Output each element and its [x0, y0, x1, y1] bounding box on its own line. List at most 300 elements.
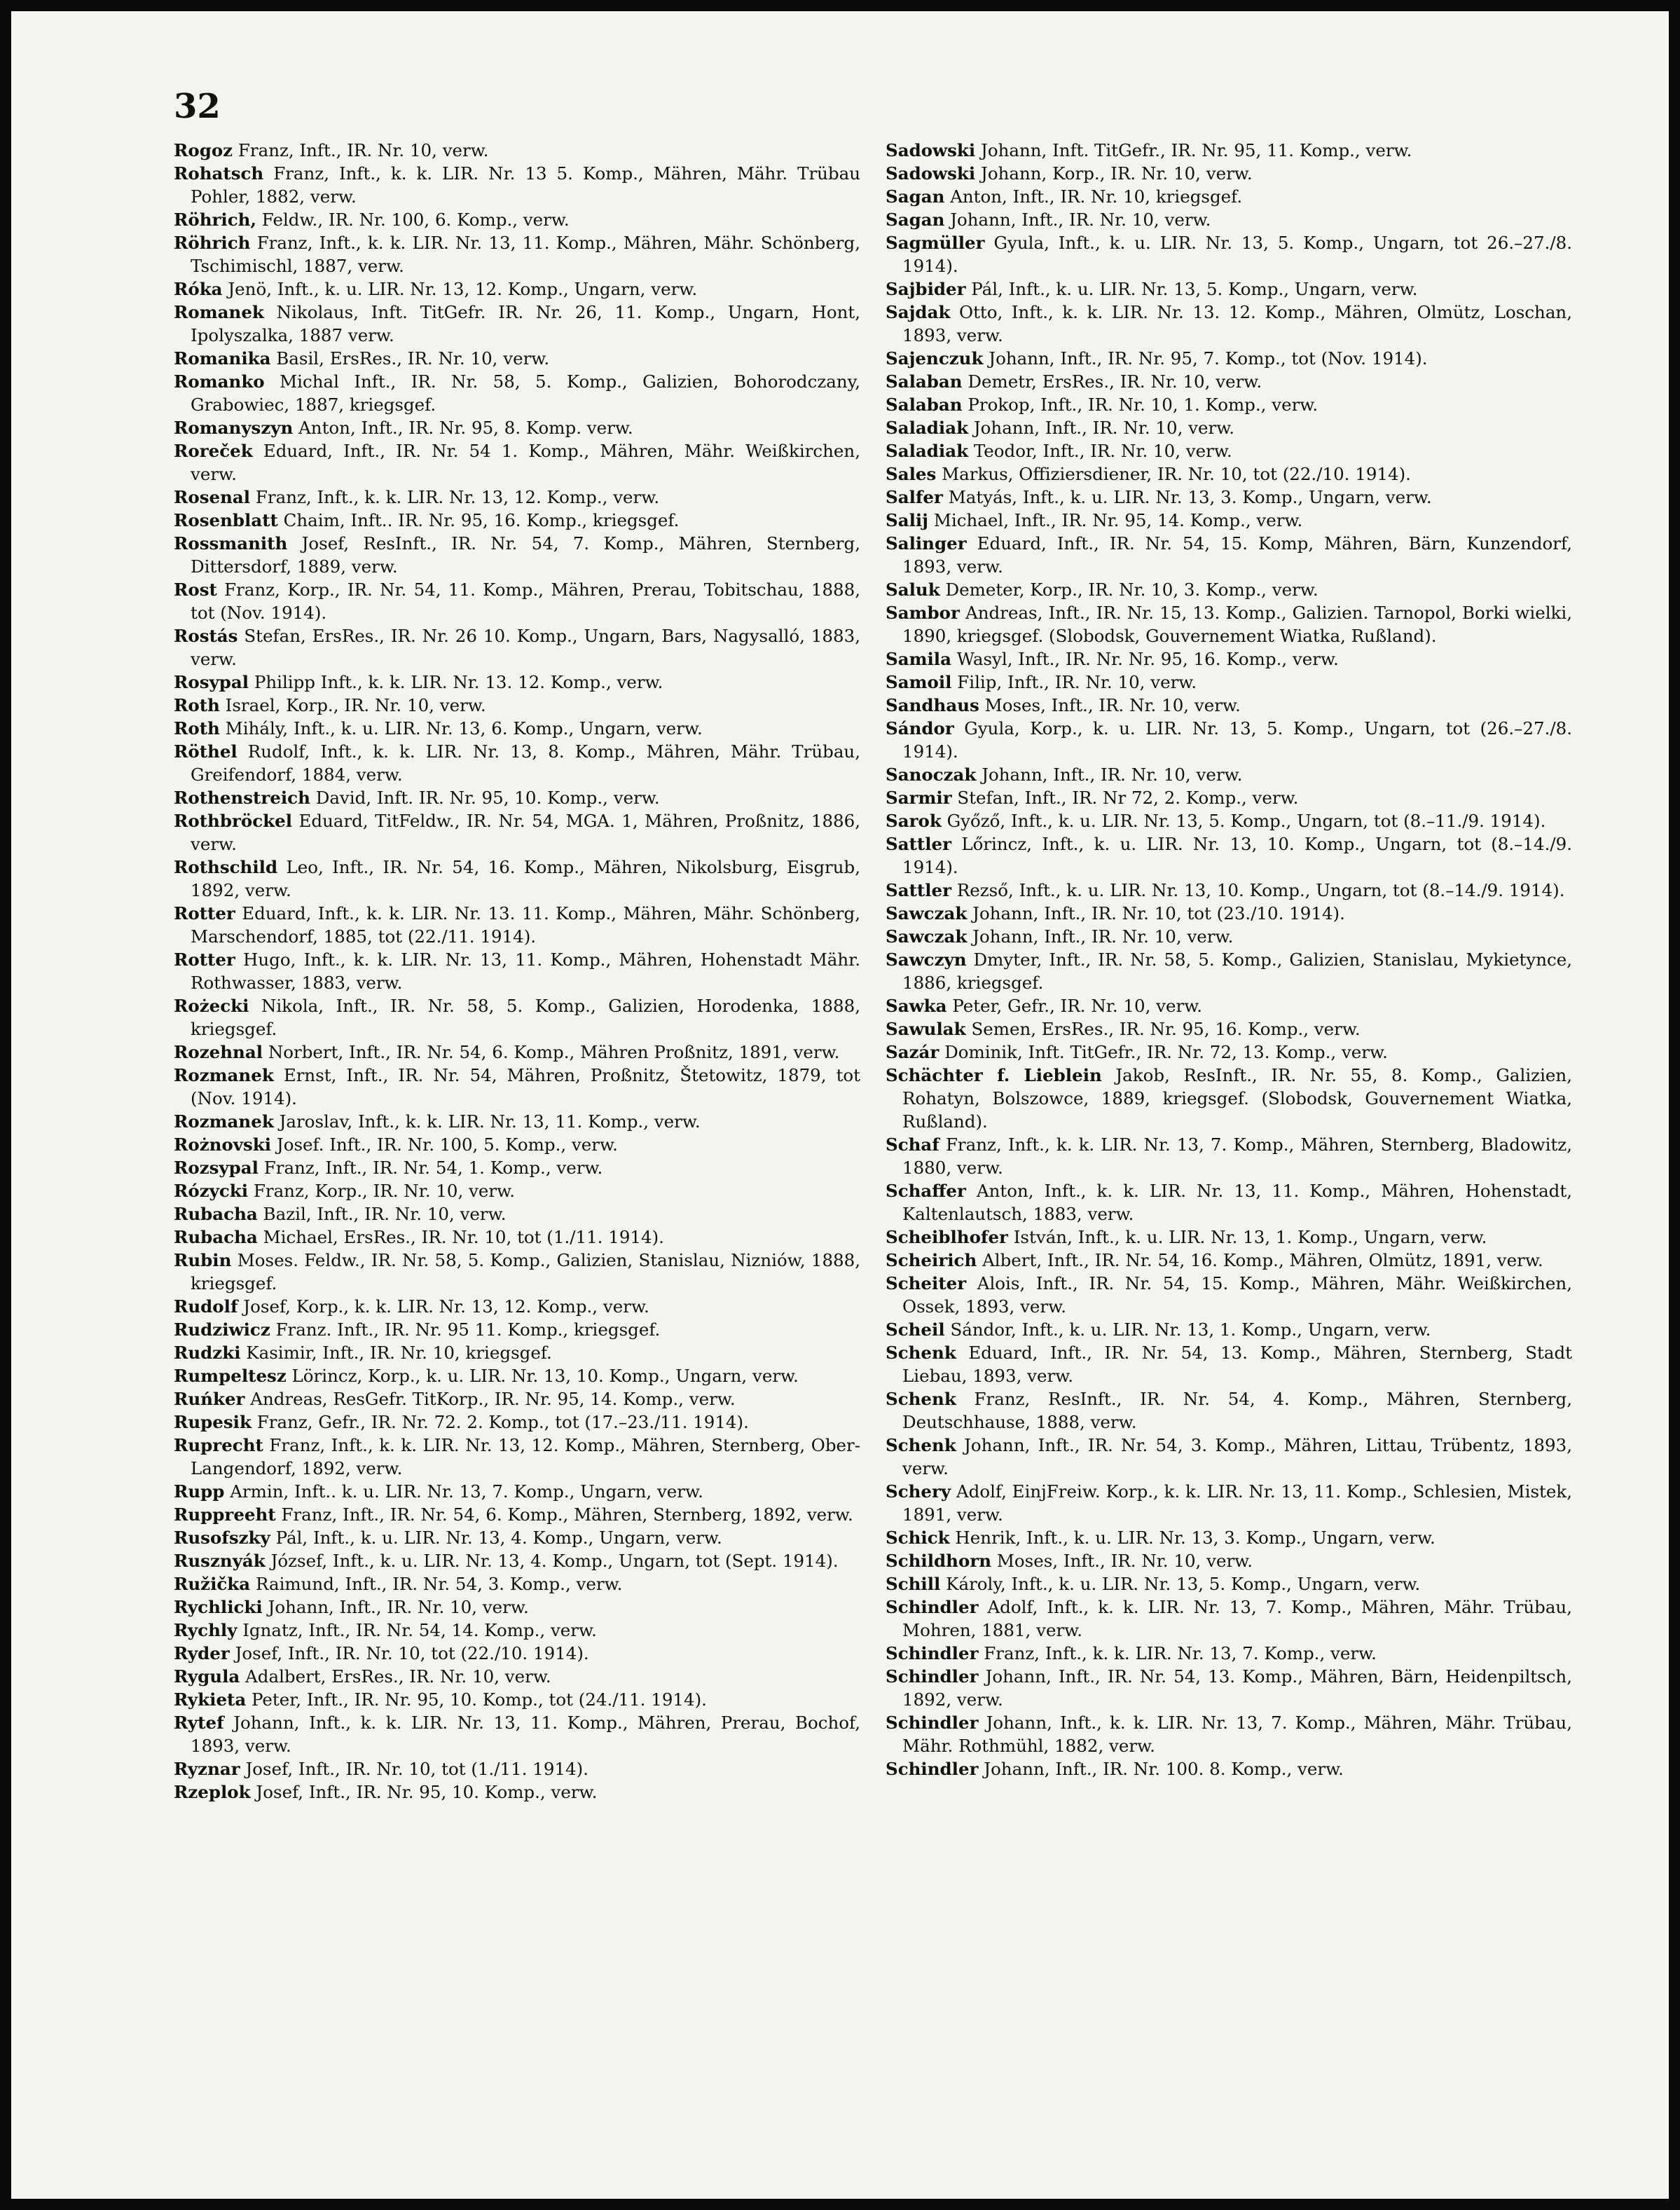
list-entry	[174, 532, 860, 578]
list-entry	[174, 1595, 860, 1619]
list-entry	[886, 1041, 1572, 1064]
list-entry	[174, 1757, 860, 1780]
entry-surname: Rózycki	[174, 1181, 249, 1201]
entry-surname: Samila	[886, 649, 951, 669]
entry-details: Franz, Korp., IR. Nr. 54, 11. Komp., Mähren, Prerau, Tobitschau, 1888, tot (Nov. 1914).	[191, 579, 861, 623]
entry-details: Dmyter, Inft., IR. Nr. 58, 5. Komp., Galizien, Stanislau, Mykietynce, 1886, kriegsgef.	[902, 949, 1572, 993]
entry-details: Josef, Inft., IR. Nr. 95, 10. Komp., verw.	[256, 1782, 598, 1802]
list-entry	[174, 578, 860, 624]
entry-details: Károly, Inft., k. u. LIR. Nr. 13, 5. Komp., Ungarn, verw.	[946, 1574, 1421, 1594]
right-column	[886, 139, 1572, 1780]
entry-details: Adolf, EinjFreiw. Korp., k. k. LIR. Nr. 13, 11. Komp., Schlesien, Mistek, 1891, verw.	[902, 1481, 1572, 1525]
list-entry	[886, 879, 1572, 902]
entry-details: Johann, Korp., IR. Nr. 10, verw.	[981, 163, 1253, 184]
entry-details: Ignatz, Inft., IR. Nr. 54, 14. Komp., verw.	[242, 1620, 597, 1640]
entry-details: Stefan, ErsRes., IR. Nr. 26 10. Komp., Ungarn, Bars, Nagysalló, 1883, verw.	[191, 626, 860, 669]
entry-surname: Rozmanek	[174, 1111, 274, 1132]
entry-surname: Rothschild	[174, 857, 278, 877]
entry-surname: Schildhorn	[886, 1551, 992, 1571]
entry-details: Peter, Gefr., IR. Nr. 10, verw.	[952, 996, 1203, 1016]
entry-details: Franz, Inft., IR. Nr. 10, verw.	[237, 140, 489, 160]
entry-surname: Rossmanith	[174, 533, 288, 554]
entry-surname: Schenk	[886, 1435, 956, 1455]
list-entry	[886, 416, 1572, 439]
entry-details: Bazil, Inft., IR. Nr. 10, verw.	[263, 1204, 507, 1224]
entry-surname: Romanko	[174, 371, 265, 392]
entry-details: Franz, Inft., k. k. LIR. Nr. 13, 7. Komp., verw.	[984, 1643, 1377, 1663]
entry-details: Franz, Inft., k. k. LIR. Nr. 13 5. Komp., Mähren, Mähr. Trübau Pohler, 1882, verw.	[191, 163, 861, 207]
entry-details: Stefan, Inft., IR. Nr 72, 2. Komp., verw.	[957, 788, 1299, 808]
entry-details: Henrik, Inft., k. u. LIR. Nr. 13, 3. Komp., Ungarn, verw.	[955, 1528, 1435, 1548]
entry-surname: Sawczak	[886, 903, 968, 924]
entry-surname: Salfer	[886, 487, 943, 507]
list-entry	[886, 1341, 1572, 1387]
list-entry	[886, 208, 1572, 231]
list-entry	[886, 1572, 1572, 1595]
entry-surname: Rost	[174, 579, 217, 600]
entry-surname: Rozmanek	[174, 1065, 274, 1085]
entry-surname: Sadowski	[886, 140, 976, 160]
entry-surname: Rupp	[174, 1481, 225, 1502]
entry-surname: Rothenstreich	[174, 788, 310, 808]
entry-details: Rudolf, Inft., k. k. LIR. Nr. 13, 8. Komp., Mähren, Mähr. Trübau, Greifendorf, 1884, verw.	[191, 741, 860, 785]
entry-details: Johann, Inft. TitGefr., IR. Nr. 95, 11. Komp., verw.	[981, 140, 1412, 160]
entry-details: József, Inft., k. u. LIR. Nr. 13, 4. Komp., Ungarn, tot (Sept. 1914).	[270, 1551, 839, 1571]
list-entry	[886, 1249, 1572, 1272]
entry-surname: Rychly	[174, 1620, 237, 1640]
entry-surname: Samoil	[886, 672, 952, 692]
list-entry	[174, 1572, 860, 1595]
entry-details: Michal Inft., IR. Nr. 58, 5. Komp., Galizien, Bohorodczany, Grabowiec, 1887, kriegsgef.	[191, 371, 860, 415]
list-entry	[174, 139, 860, 162]
list-entry	[886, 439, 1572, 462]
entry-surname: Schenk	[886, 1389, 956, 1409]
entry-details: Alois, Inft., IR. Nr. 54, 15. Komp., Mähren, Mähr. Weißkirchen, Ossek, 1893, verw.	[902, 1273, 1572, 1317]
entry-details: Johann, Inft., k. k. LIR. Nr. 13, 7. Komp., Mähren, Mähr. Trübau, Mähr. Rothmühl, 1882, verw.	[902, 1713, 1572, 1756]
entry-details: Feldw., IR. Nr. 100, 6. Komp., verw.	[261, 210, 570, 230]
list-entry	[174, 1064, 860, 1110]
list-entry	[174, 231, 860, 277]
entry-surname: Sawczak	[886, 926, 968, 947]
list-entry	[174, 1295, 860, 1318]
list-entry	[174, 1619, 860, 1642]
list-entry	[886, 486, 1572, 509]
entry-surname: Röhrich,	[174, 210, 256, 230]
entry-details: Demeter, Korp., IR. Nr. 10, 3. Komp., verw.	[945, 579, 1318, 600]
entry-details: Filip, Inft., IR. Nr. 10, verw.	[957, 672, 1197, 692]
left-column	[174, 139, 860, 1804]
entry-surname: Sawczyn	[886, 949, 967, 970]
list-entry	[886, 1711, 1572, 1757]
list-entry	[174, 809, 860, 856]
entry-details: Prokop, Inft., IR. Nr. 10, 1. Komp., verw.	[968, 394, 1318, 415]
entry-details: Teodor, Inft., IR. Nr. 10, verw.	[973, 441, 1232, 461]
entry-surname: Salinger	[886, 533, 967, 554]
entry-details: Norbert, Inft., IR. Nr. 54, 6. Komp., Mähren Proßnitz, 1891, verw.	[268, 1042, 840, 1062]
list-entry	[886, 1133, 1572, 1179]
list-entry	[174, 1341, 860, 1364]
list-entry	[886, 601, 1572, 647]
list-entry	[174, 624, 860, 671]
entry-surname: Rudolf	[174, 1296, 238, 1317]
list-entry	[174, 694, 860, 717]
document-page	[11, 11, 1669, 2199]
list-entry	[174, 902, 860, 948]
entry-surname: Sagmüller	[886, 233, 985, 253]
entry-details: István, Inft., k. u. LIR. Nr. 13, 1. Komp., Ungarn, verw.	[1013, 1227, 1487, 1247]
list-entry	[174, 740, 860, 786]
entry-surname: Ruppreeht	[174, 1504, 276, 1525]
entry-details: Jenö, Inft., k. u. LIR. Nr. 13, 12. Komp., Ungarn, verw.	[228, 279, 698, 299]
entry-surname: Rubacha	[174, 1204, 258, 1224]
entry-details: Johann, Inft., IR. Nr. 54, 13. Komp., Mähren, Bärn, Heidenpiltsch, 1892, verw.	[902, 1666, 1572, 1710]
entry-surname: Schaffer	[886, 1181, 966, 1201]
entry-surname: Saladiak	[886, 418, 969, 438]
entry-details: Gyula, Inft., k. u. LIR. Nr. 13, 5. Komp., Ungarn, tot 26.–27./8. 1914).	[902, 233, 1572, 276]
entry-details: Nikolaus, Inft. TitGefr. IR. Nr. 26, 11. Komp., Ungarn, Hont, Ipolyszalka, 1887 verw.	[191, 302, 860, 345]
list-entry	[886, 647, 1572, 671]
list-entry	[174, 347, 860, 370]
entry-details: Albert, Inft., IR. Nr. 54, 16. Komp., Mähren, Olmütz, 1891, verw.	[982, 1250, 1543, 1270]
entry-surname: Romanek	[174, 302, 264, 322]
entry-surname: Schery	[886, 1481, 951, 1502]
entry-details: Johann, Inft., IR. Nr. 10, tot (23./10. 1914).	[972, 903, 1345, 924]
list-entry	[174, 509, 860, 532]
entry-details: Johann, Inft., IR. Nr. 10, verw.	[973, 418, 1235, 438]
entry-surname: Röhrich	[174, 233, 251, 253]
entry-details: Philipp Inft., k. k. LIR. Nr. 13. 12. Komp., verw.	[254, 672, 663, 692]
list-entry	[174, 994, 860, 1041]
entry-surname: Sandhaus	[886, 695, 979, 715]
entry-details: Gyula, Korp., k. u. LIR. Nr. 13, 5. Komp., Ungarn, tot (26.–27./8. 1914).	[902, 718, 1572, 762]
list-entry	[174, 948, 860, 994]
entry-details: Semen, ErsRes., IR. Nr. 95, 16. Komp., verw.	[971, 1019, 1361, 1039]
entry-surname: Salaban	[886, 394, 963, 415]
entry-surname: Scheiter	[886, 1273, 967, 1293]
entry-surname: Sazár	[886, 1042, 939, 1062]
list-entry	[886, 393, 1572, 416]
entry-surname: Rogoz	[174, 140, 233, 160]
entry-details: Peter, Inft., IR. Nr. 95, 10. Komp., tot (24./11. 1914).	[252, 1689, 707, 1710]
list-entry	[886, 948, 1572, 994]
list-entry	[174, 1688, 860, 1711]
list-entry	[174, 1226, 860, 1249]
entry-surname: Ružička	[174, 1574, 251, 1594]
list-entry	[174, 671, 860, 694]
entry-details: Anton, Inft., IR. Nr. 95, 8. Komp. verw.	[298, 418, 633, 438]
entry-details: Rezső, Inft., k. u. LIR. Nr. 13, 10. Komp., Ungarn, tot (8.–14./9. 1914).	[956, 880, 1565, 900]
list-entry	[174, 786, 860, 809]
list-entry	[174, 416, 860, 439]
entry-surname: Rusofszky	[174, 1528, 270, 1548]
entry-surname: Róka	[174, 279, 223, 299]
entry-surname: Sattler	[886, 880, 952, 900]
entry-details: Josef, Inft., IR. Nr. 10, tot (1./11. 1914).	[245, 1759, 588, 1779]
list-entry	[174, 1480, 860, 1503]
entry-details: Kasimir, Inft., IR. Nr. 10, kriegsgef.	[246, 1343, 552, 1363]
list-entry	[174, 370, 860, 416]
list-entry	[174, 717, 860, 740]
list-entry	[174, 1387, 860, 1411]
entry-surname: Roth	[174, 695, 220, 715]
list-entry	[174, 1434, 860, 1480]
entry-surname: Sawulak	[886, 1019, 966, 1039]
entry-surname: Rozehnal	[174, 1042, 263, 1062]
entry-details: Armin, Inft.. k. u. LIR. Nr. 13, 7. Komp., Ungarn, verw.	[230, 1481, 703, 1502]
list-entry	[886, 809, 1572, 832]
entry-details: Mihály, Inft., k. u. LIR. Nr. 13, 6. Komp., Ungarn, verw.	[225, 718, 703, 739]
entry-details: Lőrincz, Inft., k. u. LIR. Nr. 13, 10. Komp., Ungarn, tot (8.–14./9. 1914).	[902, 834, 1573, 877]
entry-surname: Sattler	[886, 834, 952, 854]
list-entry	[886, 347, 1572, 370]
list-entry	[886, 1064, 1572, 1133]
entry-details: Michael, Inft., IR. Nr. 95, 14. Komp., verw.	[933, 510, 1303, 530]
list-entry	[886, 370, 1572, 393]
entry-surname: Schächter f. Lieblein	[886, 1065, 1102, 1085]
entry-surname: Schill	[886, 1574, 941, 1594]
list-entry	[886, 462, 1572, 486]
list-entry	[174, 1526, 860, 1549]
entry-details: Eduard, Inft., IR. Nr. 54, 15. Komp, Mähren, Bärn, Kunzendorf, 1893, verw.	[902, 533, 1572, 577]
entry-surname: Rożecki	[174, 996, 249, 1016]
list-entry	[886, 301, 1572, 347]
list-entry	[174, 1202, 860, 1226]
list-entry	[886, 1549, 1572, 1572]
list-entry	[174, 1041, 860, 1064]
list-entry	[886, 671, 1572, 694]
entry-details: Matyás, Inft., k. u. LIR. Nr. 13, 3. Komp., Ungarn, verw.	[948, 487, 1432, 507]
entry-details: Johann, Inft., IR. Nr. 10, verw.	[982, 764, 1243, 785]
entry-surname: Rudziwicz	[174, 1319, 270, 1340]
list-entry	[886, 832, 1572, 879]
entry-details: Franz, Inft., k. k. LIR. Nr. 13, 7. Komp., Mähren, Sternberg, Bladowitz, 1880, verw.	[902, 1134, 1572, 1178]
entry-details: Johann, Inft., IR. Nr. 54, 3. Komp., Mähren, Littau, Trübentz, 1893, verw.	[902, 1435, 1572, 1478]
list-entry	[886, 1434, 1572, 1480]
list-entry	[886, 185, 1572, 208]
entry-surname: Sambor	[886, 603, 960, 623]
entry-surname: Scheiblhofer	[886, 1227, 1008, 1247]
entry-surname: Salij	[886, 510, 929, 530]
list-entry	[174, 486, 860, 509]
list-entry	[886, 925, 1572, 948]
entry-surname: Rudzki	[174, 1343, 241, 1363]
entry-details: Markus, Offiziersdiener, IR. Nr. 10, tot (22./10. 1914).	[942, 464, 1411, 484]
list-entry	[886, 786, 1572, 809]
entry-details: Moses. Feldw., IR. Nr. 58, 5. Komp., Galizien, Stanislau, Nizniów, 1888, kriegsgef.	[191, 1250, 860, 1293]
entry-surname: Sarmir	[886, 788, 952, 808]
entry-surname: Ruprecht	[174, 1435, 263, 1455]
list-entry	[886, 277, 1572, 301]
entry-surname: Rubin	[174, 1250, 232, 1270]
list-entry	[886, 694, 1572, 717]
entry-surname: Rumpeltesz	[174, 1366, 287, 1386]
entry-details: Moses, Inft., IR. Nr. 10, verw.	[984, 695, 1241, 715]
entry-details: Adalbert, ErsRes., IR. Nr. 10, verw.	[245, 1666, 551, 1687]
page-number: 32	[174, 87, 221, 126]
list-entry	[174, 1711, 860, 1757]
list-entry	[174, 1110, 860, 1133]
entry-surname: Schindler	[886, 1597, 979, 1617]
list-entry	[174, 1665, 860, 1688]
entry-details: Franz, Gefr., IR. Nr. 72. 2. Komp., tot (17.–23./11. 1914).	[256, 1412, 749, 1432]
list-entry	[174, 277, 860, 301]
entry-surname: Röthel	[174, 741, 237, 762]
entry-details: Johann, Inft., k. k. LIR. Nr. 13, 11. Komp., Mähren, Prerau, Bochof, 1893, verw.	[191, 1713, 860, 1756]
entry-details: Franz, ResInft., IR. Nr. 54, 4. Komp., Mähren, Sternberg, Deutschhause, 1888, verw.	[902, 1389, 1572, 1432]
entry-details: Franz. Inft., IR. Nr. 95 11. Komp., kriegsgef.	[275, 1319, 661, 1340]
list-entry	[174, 1549, 860, 1572]
entry-surname: Roth	[174, 718, 220, 739]
entry-details: Michael, ErsRes., IR. Nr. 10, tot (1./11. 1914).	[263, 1227, 664, 1247]
entry-details: Andreas, ResGefr. TitKorp., IR. Nr. 95, 14. Komp., verw.	[250, 1389, 736, 1409]
entry-details: Raimund, Inft., IR. Nr. 54, 3. Komp., verw.	[255, 1574, 623, 1594]
list-entry	[174, 1780, 860, 1804]
entry-surname: Rykieta	[174, 1689, 247, 1710]
list-entry	[886, 994, 1572, 1017]
list-entry	[886, 1387, 1572, 1434]
list-entry	[886, 1595, 1572, 1642]
entry-details: Ernst, Inft., IR. Nr. 54, Mähren, Proßnitz, Štetowitz, 1879, tot (Nov. 1914).	[191, 1065, 861, 1109]
entry-surname: Schindler	[886, 1643, 979, 1663]
entry-details: Anton, Inft., k. k. LIR. Nr. 13, 11. Komp., Mähren, Hohenstadt, Kaltenlautsch, 1883, verw.	[902, 1181, 1572, 1224]
entry-details: Sándor, Inft., k. u. LIR. Nr. 13, 1. Komp., Ungarn, verw.	[950, 1319, 1431, 1340]
list-entry	[174, 1249, 860, 1295]
entry-details: Dominik, Inft. TitGefr., IR. Nr. 72, 13. Komp., verw.	[944, 1042, 1388, 1062]
list-entry	[886, 578, 1572, 601]
entry-details: Hugo, Inft., k. k. LIR. Nr. 13, 11. Komp., Mähren, Hohenstadt Mähr. Rothwasser, 1883, verw.	[191, 949, 860, 993]
entry-details: Nikola, Inft., IR. Nr. 58, 5. Komp., Galizien, Horodenka, 1888, kriegsgef.	[191, 996, 860, 1039]
entry-details: Moses, Inft., IR. Nr. 10, verw.	[996, 1551, 1253, 1571]
entry-details: Israel, Korp., IR. Nr. 10, verw.	[225, 695, 486, 715]
entry-details: Johann, Inft., IR. Nr. 10, verw.	[950, 210, 1211, 230]
list-entry	[886, 509, 1572, 532]
entry-surname: Sajdak	[886, 302, 951, 322]
entry-details: Eduard, Inft., IR. Nr. 54 1. Komp., Mähren, Mähr. Weißkirchen, verw.	[191, 441, 860, 484]
entry-details: Franz, Inft., k. k. LIR. Nr. 13, 12. Komp., Mähren, Sternberg, Ober-Langendorf, 1892, verw.	[191, 1435, 861, 1478]
entry-surname: Saluk	[886, 579, 940, 600]
entry-surname: Romanika	[174, 348, 271, 369]
entry-surname: Rusznyák	[174, 1551, 266, 1571]
entry-details: Johann, Inft., IR. Nr. 95, 7. Komp., tot (Nov. 1914).	[989, 348, 1428, 369]
list-entry	[174, 1503, 860, 1526]
entry-surname: Rostás	[174, 626, 238, 646]
list-entry	[886, 1226, 1572, 1249]
list-entry	[886, 1179, 1572, 1226]
entry-details: Győző, Inft., k. u. LIR. Nr. 13, 5. Komp., Ungarn, tot (8.–11./9. 1914).	[946, 811, 1546, 831]
entry-details: Josef, Inft., IR. Nr. 10, tot (22./10. 1914).	[235, 1643, 589, 1663]
list-entry	[174, 208, 860, 231]
list-entry	[174, 1642, 860, 1665]
list-entry	[174, 1179, 860, 1202]
entry-surname: Ruńker	[174, 1389, 245, 1409]
entry-surname: Schindler	[886, 1666, 979, 1687]
entry-surname: Schaf	[886, 1134, 939, 1155]
list-entry	[886, 1480, 1572, 1526]
entry-surname: Sadowski	[886, 163, 976, 184]
entry-surname: Sajbider	[886, 279, 966, 299]
entry-details: Jaroslav, Inft., k. k. LIR. Nr. 13, 11. Komp., verw.	[279, 1111, 701, 1132]
entry-details: Johann, Inft., IR. Nr. 10, verw.	[972, 926, 1234, 947]
entry-surname: Sagan	[886, 210, 945, 230]
entry-surname: Rygula	[174, 1666, 240, 1687]
entry-details: Demetr, ErsRes., IR. Nr. 10, verw.	[968, 371, 1262, 392]
entry-surname: Sándor	[886, 718, 954, 739]
entry-details: Leo, Inft., IR. Nr. 54, 16. Komp., Mähren, Nikolsburg, Eisgrub, 1892, verw.	[191, 857, 860, 900]
entry-surname: Ryder	[174, 1643, 230, 1663]
list-entry	[174, 439, 860, 486]
entry-surname: Rubacha	[174, 1227, 258, 1247]
entry-details: Johann, Inft., IR. Nr. 10, verw.	[268, 1597, 529, 1617]
entry-details: Lörincz, Korp., k. u. LIR. Nr. 13, 10. Komp., Ungarn, verw.	[291, 1366, 799, 1386]
entry-details: Basil, ErsRes., IR. Nr. 10, verw.	[276, 348, 550, 369]
entry-details: Adolf, Inft., k. k. LIR. Nr. 13, 7. Komp., Mähren, Mähr. Trübau, Mohren, 1881, verw.	[902, 1597, 1572, 1640]
list-entry	[886, 139, 1572, 162]
entry-details: Franz, Inft., k. k. LIR. Nr. 13, 12. Komp., verw.	[255, 487, 660, 507]
entry-details: Anton, Inft., IR. Nr. 10, kriegsgef.	[950, 186, 1243, 207]
list-entry	[174, 1133, 860, 1156]
entry-surname: Sanoczak	[886, 764, 977, 785]
entry-details: Josef. Inft., IR. Nr. 100, 5. Komp., verw.	[276, 1134, 618, 1155]
list-entry	[174, 1364, 860, 1387]
entry-surname: Rozsypal	[174, 1158, 259, 1178]
entry-surname: Salaban	[886, 371, 963, 392]
entry-details: Josef, ResInft., IR. Nr. 54, 7. Komp., Mähren, Sternberg, Dittersdorf, 1889, verw.	[191, 533, 860, 577]
list-entry	[174, 856, 860, 902]
list-entry	[886, 763, 1572, 786]
entry-surname: Rzeplok	[174, 1782, 251, 1802]
entry-details: Josef, Korp., k. k. LIR. Nr. 13, 12. Komp., verw.	[243, 1296, 649, 1317]
entry-surname: Sajenczuk	[886, 348, 984, 369]
entry-surname: Schindler	[886, 1759, 979, 1779]
list-entry	[174, 1318, 860, 1341]
list-entry	[886, 1757, 1572, 1780]
entry-details: Eduard, Inft., k. k. LIR. Nr. 13. 11. Komp., Mähren, Mähr. Schönberg, Marschendorf, 1885, tot (22./11. 1914).	[191, 903, 860, 947]
entry-details: Eduard, TitFeldw., IR. Nr. 54, MGA. 1, Mähren, Proßnitz, 1886, verw.	[191, 811, 860, 854]
entry-surname: Rożnovski	[174, 1134, 272, 1155]
entry-surname: Schenk	[886, 1343, 956, 1363]
entry-details: David, Inft. IR. Nr. 95, 10. Komp., verw.	[315, 788, 660, 808]
entry-details: Franz, Korp., IR. Nr. 10, verw.	[253, 1181, 515, 1201]
list-entry	[174, 1411, 860, 1434]
entry-surname: Rytef	[174, 1713, 224, 1733]
entry-surname: Rosenal	[174, 487, 251, 507]
entry-surname: Rosypal	[174, 672, 249, 692]
entry-details: Franz, Inft., IR. Nr. 54, 6. Komp., Mähren, Sternberg, 1892, verw.	[281, 1504, 853, 1525]
entry-surname: Rotter	[174, 949, 235, 970]
entry-surname: Rosenblatt	[174, 510, 278, 530]
entry-surname: Ryznar	[174, 1759, 240, 1779]
entry-surname: Rychlicki	[174, 1597, 263, 1617]
entry-details: Otto, Inft., k. k. LIR. Nr. 13. 12. Komp., Mähren, Olmütz, Loschan, 1893, verw.	[902, 302, 1572, 345]
entry-surname: Roreček	[174, 441, 253, 461]
entry-surname: Rohatsch	[174, 163, 264, 184]
list-entry	[886, 1272, 1572, 1318]
entry-details: Pál, Inft., k. u. LIR. Nr. 13, 5. Komp., Ungarn, verw.	[971, 279, 1418, 299]
list-entry	[886, 902, 1572, 925]
entry-details: Eduard, Inft., IR. Nr. 54, 13. Komp., Mähren, Sternberg, Stadt Liebau, 1893, verw.	[902, 1343, 1572, 1386]
list-entry	[886, 717, 1572, 763]
entry-surname: Rotter	[174, 903, 235, 924]
list-entry	[174, 162, 860, 208]
entry-details: Franz, Inft., IR. Nr. 54, 1. Komp., verw.	[263, 1158, 603, 1178]
list-entry	[886, 532, 1572, 578]
entry-surname: Sales	[886, 464, 937, 484]
entry-surname: Scheil	[886, 1319, 945, 1340]
entry-surname: Scheirich	[886, 1250, 977, 1270]
entry-details: Johann, Inft., IR. Nr. 100. 8. Komp., verw.	[984, 1759, 1344, 1779]
entry-surname: Sawka	[886, 996, 947, 1016]
entry-surname: Schick	[886, 1528, 950, 1548]
